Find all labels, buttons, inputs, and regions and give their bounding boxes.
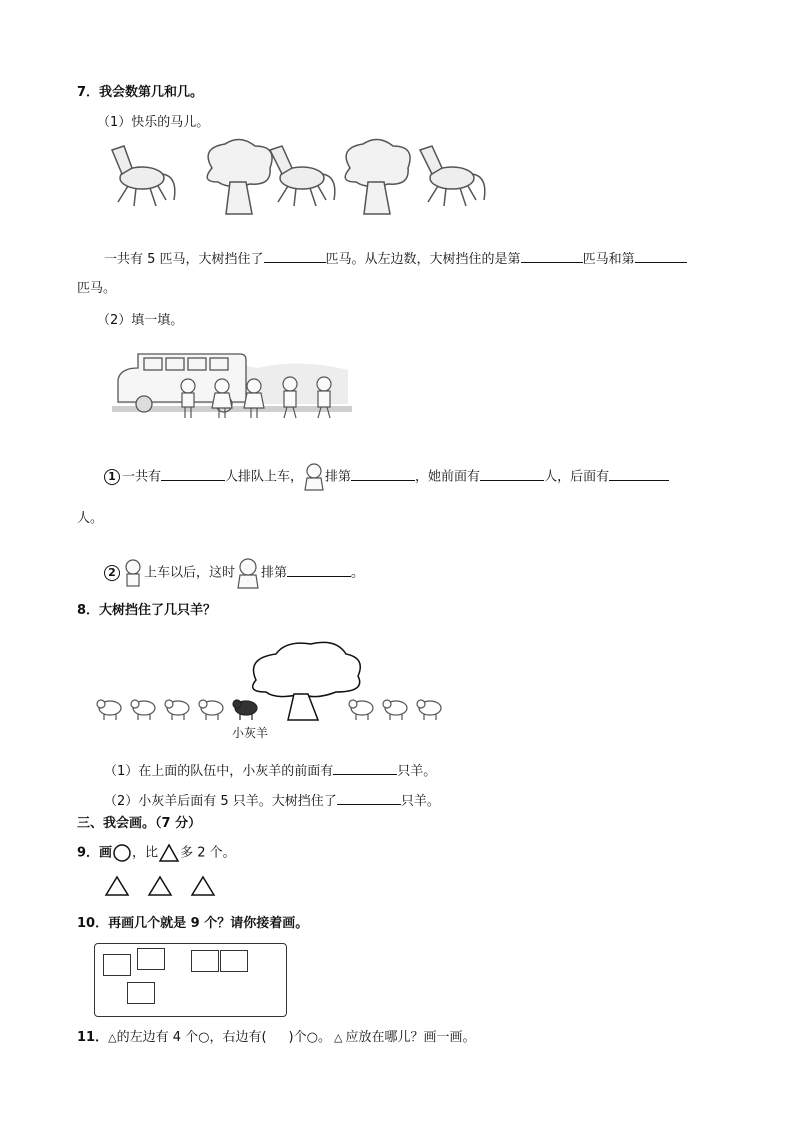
- q7-part1-line2: 匹马。: [77, 281, 117, 296]
- q10-drawing-box[interactable]: [94, 943, 287, 1017]
- sub2-text-b: 排第: [261, 565, 288, 581]
- q7-part1-text-c: 匹马和第: [582, 252, 635, 267]
- sheep-icon: [97, 700, 121, 720]
- child-icon: [181, 379, 195, 418]
- girl-icon: [244, 379, 264, 418]
- square-shape: [127, 982, 155, 1004]
- answer-blank[interactable]: [351, 466, 415, 481]
- answer-blank[interactable]: [333, 760, 397, 775]
- q8-line1-text-a: （1）在上面的队伍中，小灰羊的前面有: [104, 764, 334, 779]
- small-triangle-icon: △: [108, 1031, 117, 1044]
- horse-icon: [112, 146, 175, 206]
- q11-line: [77, 1029, 475, 1047]
- q7-part1-text-b: 匹马。从左边数，大树挡住的是第: [325, 252, 521, 267]
- horse-icon: [270, 146, 335, 206]
- q9-text-b: ，比: [132, 845, 159, 861]
- answer-blank[interactable]: [264, 248, 326, 263]
- q7-part1-line1: [104, 248, 687, 269]
- tree-icon: [253, 642, 361, 720]
- answer-blank[interactable]: [161, 466, 225, 481]
- square-shape: [220, 950, 248, 972]
- sub2-text-a: 上车以后，这时: [144, 565, 236, 581]
- sheep-icon: [383, 700, 407, 720]
- circled-number: 2: [104, 565, 120, 581]
- sheep-tree-illustration: [96, 640, 452, 726]
- horses-trees-illustration: [100, 138, 500, 218]
- q7-part1-text-a: 一共有 5 匹马，大树挡住了: [104, 252, 264, 267]
- q9-text-c: 多 2 个。: [180, 845, 236, 861]
- q7-part2-sub1-end: 人。: [77, 511, 104, 526]
- section3-title: 三、我会画。（7 分）: [77, 816, 202, 831]
- q7-part1-label: （1）快乐的马儿。: [97, 115, 210, 130]
- square-shape: [137, 948, 165, 970]
- answer-blank[interactable]: [521, 248, 583, 263]
- gray-sheep-icon: [233, 700, 257, 720]
- q7-title: 7．我会数第几和几。: [77, 85, 204, 100]
- q8-line1-text-b: 只羊。: [397, 764, 437, 779]
- circle-icon: [112, 843, 132, 863]
- sub1-text-d: ，她前面有: [415, 469, 481, 485]
- q11-text-b: 的左边有 4 个: [116, 1030, 199, 1045]
- girl-icon: [303, 462, 325, 492]
- answer-blank[interactable]: [609, 466, 669, 481]
- answer-blank[interactable]: [635, 248, 687, 263]
- tree-icon: [207, 139, 272, 214]
- sub2-text-c: 。: [351, 565, 365, 581]
- q7-part2-label: （2）填一填。: [97, 313, 184, 328]
- small-circle-icon: ○: [198, 1030, 210, 1045]
- small-triangle-icon: △: [333, 1031, 343, 1044]
- q8-line2: [104, 790, 440, 811]
- answer-blank[interactable]: [287, 562, 351, 577]
- sub1-text-e: 人，后面有: [544, 469, 610, 485]
- sheep-icon: [165, 700, 189, 720]
- small-circle-icon: ○: [306, 1030, 318, 1045]
- square-shape: [191, 950, 219, 972]
- child-icon: [122, 558, 144, 588]
- square-shape: [103, 954, 131, 976]
- q10-title: 10．再画几个就是 9 个？请你接着画。: [77, 916, 309, 931]
- sub1-text-a: 一共有: [122, 469, 162, 485]
- q9-text-a: 9．画: [77, 845, 113, 861]
- sheep-icon: [131, 700, 155, 720]
- q7-part2-sub1: [104, 462, 669, 492]
- sheep-icon: [417, 700, 441, 720]
- q11-text-d: )个: [288, 1030, 307, 1045]
- q11-text-c: ，右边有(: [209, 1030, 267, 1045]
- bus-queue-illustration: [108, 346, 356, 424]
- answer-blank[interactable]: [337, 790, 401, 805]
- q11-text-e: 。: [317, 1030, 331, 1045]
- q8-caption: 小灰羊: [232, 726, 269, 740]
- q8-title: 8．大树挡住了几只羊？: [77, 603, 217, 618]
- answer-blank[interactable]: [480, 466, 544, 481]
- circled-number: 1: [104, 469, 120, 485]
- q11-text-a: 11．: [77, 1030, 109, 1045]
- sheep-icon: [199, 700, 223, 720]
- triangle-icon: [190, 875, 216, 897]
- triangle-icon: [158, 843, 180, 863]
- q9-line: [77, 843, 236, 863]
- triangle-icon: [104, 875, 130, 897]
- q11-text-f: 应放在哪儿？画一画。: [345, 1030, 476, 1045]
- girl-icon: [235, 556, 261, 590]
- q8-line2-text-a: （2）小灰羊后面有 5 只羊。大树挡住了: [104, 794, 337, 809]
- triangle-icon: [147, 875, 173, 897]
- sub1-text-c: 排第: [325, 469, 352, 485]
- sub1-text-b: 人排队上车，: [225, 469, 304, 485]
- tree-icon: [345, 139, 410, 214]
- q7-part2-sub2: [104, 556, 364, 590]
- q8-line1: [104, 760, 436, 781]
- horse-icon: [420, 146, 485, 206]
- q8-line2-text-b: 只羊。: [400, 794, 440, 809]
- sheep-icon: [349, 700, 373, 720]
